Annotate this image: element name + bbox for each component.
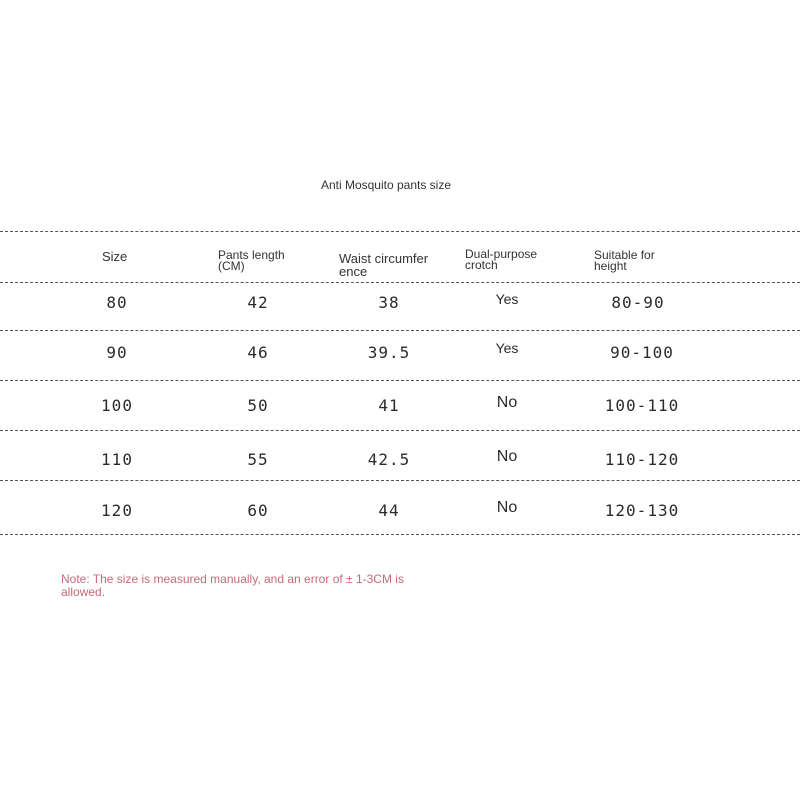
measurement-note: Note: The size is measured manually, and an error of ± 1-3CM is allowed. (61, 572, 404, 599)
cell-size: 100 (101, 396, 133, 415)
header-suitable-height: Suitable for height (594, 248, 655, 273)
table-rule (0, 534, 800, 535)
cell-pants-length: 55 (247, 450, 269, 469)
header-waist-circumference: Waist circumference (339, 251, 429, 279)
cell-size: 110 (101, 450, 133, 469)
cell-size: 120 (101, 501, 133, 520)
cell-waist: 38 (378, 293, 400, 312)
cell-crotch: No (496, 394, 518, 411)
cell-height: 110-120 (604, 450, 680, 469)
table-rule (0, 430, 800, 431)
table-rule (0, 480, 800, 481)
chart-title: Anti Mosquito pants size (320, 178, 452, 192)
cell-pants-length: 46 (247, 343, 269, 362)
cell-pants-length: 60 (247, 501, 269, 520)
table-rule (0, 231, 800, 232)
cell-height: 120-130 (604, 501, 680, 520)
header-dual-purpose-crotch: Dual-purpose crotch (465, 247, 538, 272)
cell-pants-length: 50 (247, 396, 269, 415)
cell-size: 80 (106, 293, 128, 312)
cell-waist: 42.5 (367, 450, 411, 469)
cell-crotch: No (496, 448, 518, 465)
cell-size: 90 (106, 343, 128, 362)
cell-pants-length: 42 (247, 293, 269, 312)
cell-waist: 41 (378, 396, 400, 415)
cell-height: 90-100 (610, 343, 674, 362)
header-size: Size (102, 249, 128, 264)
cell-height: 100-110 (604, 396, 680, 415)
table-rule (0, 282, 800, 283)
header-pants-length: Pants length (CM) (218, 248, 285, 273)
table-rule (0, 330, 800, 331)
cell-crotch: Yes (495, 340, 519, 356)
table-rule (0, 380, 800, 381)
cell-height: 80-90 (611, 293, 665, 312)
cell-crotch: Yes (495, 291, 519, 307)
cell-crotch: No (496, 499, 518, 516)
cell-waist: 39.5 (367, 343, 411, 362)
cell-waist: 44 (378, 501, 400, 520)
